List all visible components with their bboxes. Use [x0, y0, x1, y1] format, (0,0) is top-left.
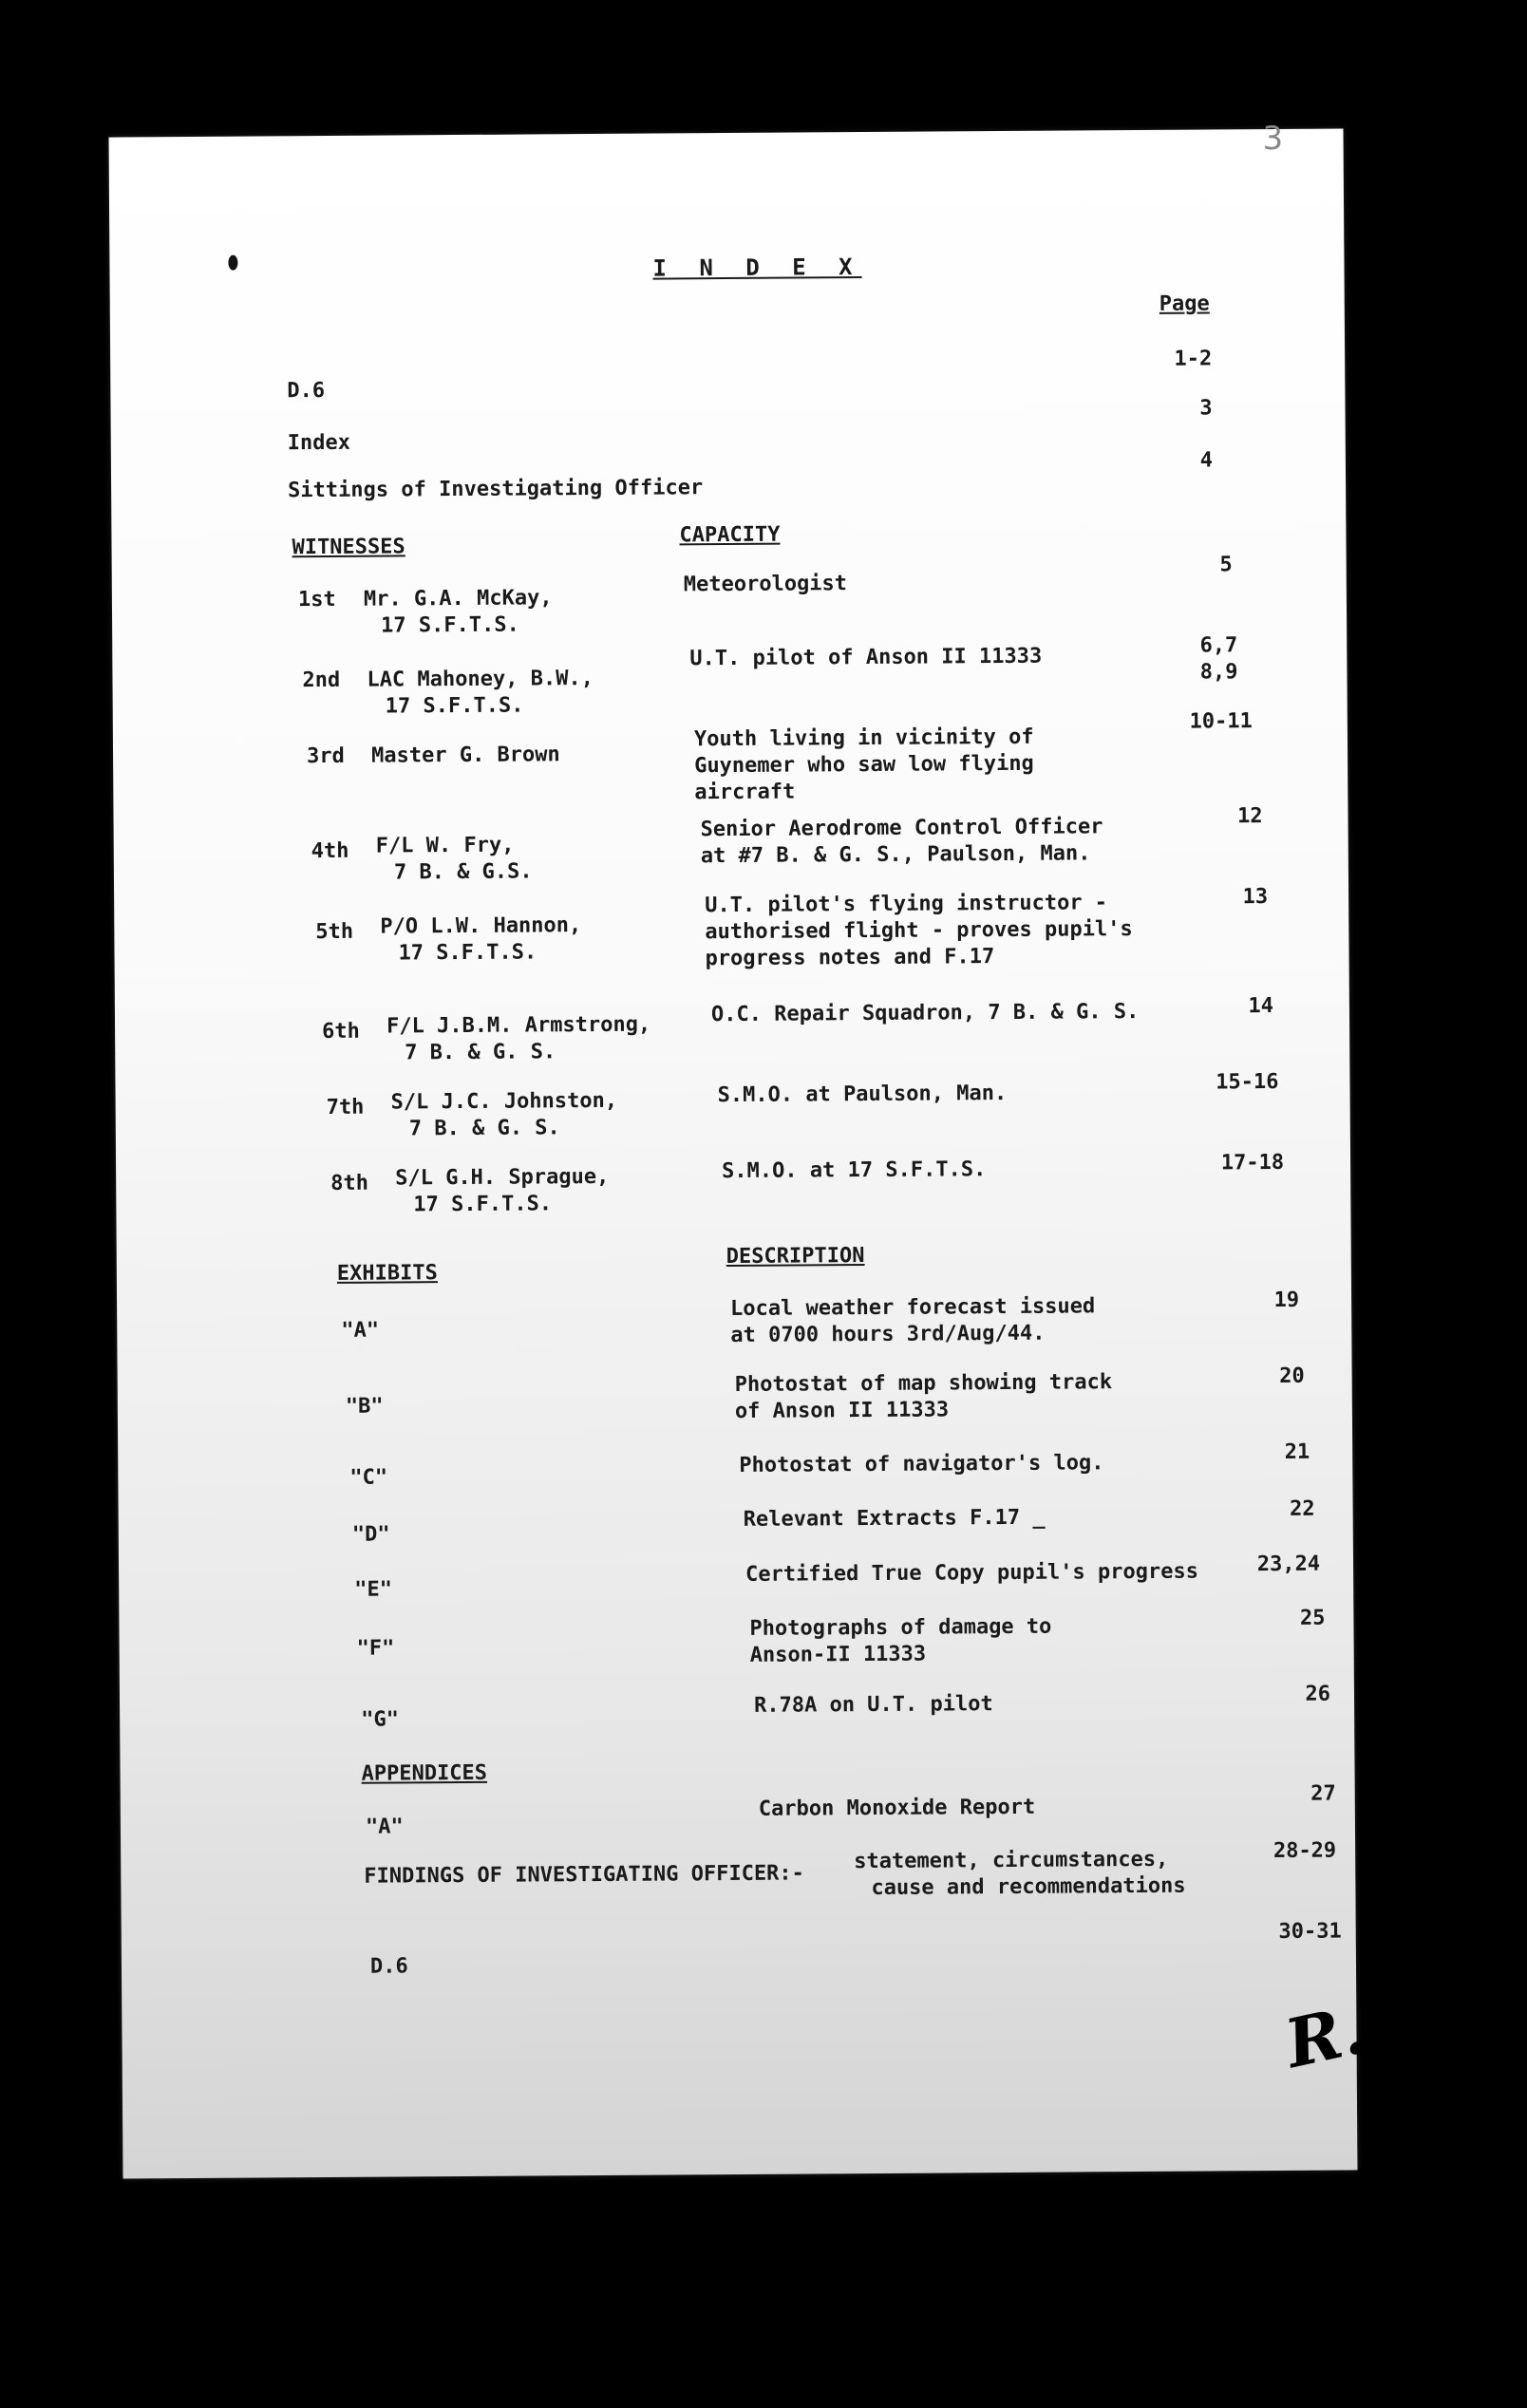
witness-name: LAC Mahoney, B.W.,: [367, 667, 594, 692]
witness-capacity: Senior Aerodrome Control Officer: [700, 815, 1103, 842]
witness-capacity: authorised flight - proves pupil's: [705, 917, 1133, 945]
index-item-page: 3: [1199, 396, 1213, 421]
exhibit-description: Relevant Extracts F.17 _: [743, 1505, 1046, 1532]
witness-page: 5: [1219, 553, 1233, 577]
witness-page: 6,7 8,9: [1199, 633, 1238, 685]
witness-capacity: aircraft: [694, 780, 796, 805]
exhibit-description: Certified True Copy pupil's progress: [745, 1559, 1198, 1587]
witness-page: 10-11: [1189, 709, 1253, 734]
index-item-label: Index: [287, 430, 351, 456]
witness-name: S/L J.C. Johnston,: [390, 1088, 618, 1115]
exhibit-description: Photostat of navigator's log.: [739, 1451, 1104, 1477]
last-item-page: 30-31: [1278, 1919, 1342, 1945]
witness-unit: 17 S.F.T.S.: [381, 612, 519, 638]
witness-unit: 17 S.F.T.S.: [385, 693, 524, 719]
witness-capacity: Guynemer who saw low flying: [694, 751, 1034, 779]
exhibit-page: 23,24: [1256, 1552, 1321, 1577]
witness-capacity: U.T. pilot's flying instructor -: [705, 891, 1108, 918]
exhibit-page: 19: [1273, 1288, 1300, 1313]
witness-page: 13: [1242, 885, 1269, 910]
exhibit-description: Local weather forecast issued: [730, 1294, 1096, 1322]
witness-capacity: O.C. Repair Squadron, 7 B. & G. S.: [710, 1000, 1140, 1027]
findings-label: FINDINGS OF INVESTIGATING OFFICER:-: [364, 1861, 804, 1889]
witness-ordinal: 4th: [311, 838, 349, 864]
exhibit-label: "C": [349, 1465, 388, 1490]
exhibit-label: "E": [354, 1577, 393, 1602]
witness-capacity: progress notes and F.17: [705, 945, 995, 971]
exhibit-page: 22: [1290, 1496, 1315, 1521]
witness-unit: 7 B. & G. S.: [405, 1040, 556, 1065]
exhibit-page: 25: [1299, 1606, 1326, 1630]
exhibit-description: at 0700 hours 3rd/Aug/44.: [730, 1321, 1046, 1348]
witness-ordinal: 2nd: [302, 668, 341, 693]
exhibit-page: 26: [1305, 1682, 1331, 1706]
exhibit-label: "A": [341, 1318, 380, 1343]
capacity-header: CAPACITY: [679, 522, 781, 548]
witness-capacity: S.M.O. at Paulson, Man.: [717, 1081, 1008, 1108]
exhibit-description: Photostat of map showing track: [734, 1370, 1113, 1397]
witness-name: F/L W. Fry,: [375, 833, 515, 858]
ink-mark: [228, 255, 237, 271]
witness-ordinal: 5th: [315, 919, 354, 945]
exhibit-page: 21: [1284, 1439, 1310, 1464]
exhibit-label: "F": [356, 1636, 395, 1661]
exhibits-header: EXHIBITS: [336, 1261, 438, 1286]
handwritten-initials: R.S.: [1278, 1974, 1440, 2084]
findings-description: statement, circumstances,: [854, 1847, 1169, 1874]
witness-ordinal: 3rd: [306, 743, 345, 769]
witness-capacity: Youth living in vicinity of: [693, 724, 1034, 752]
witness-ordinal: 1st: [297, 587, 336, 612]
witness-unit: 7 B. & G. S.: [408, 1116, 560, 1141]
index-item-page: 4: [1199, 448, 1214, 473]
witnesses-header: WITNESSES: [292, 535, 405, 560]
witness-ordinal: 7th: [326, 1095, 365, 1119]
appendix-label: "A": [365, 1815, 404, 1839]
exhibit-description: R.78A on U.T. pilot: [753, 1692, 993, 1718]
exhibit-description: Photographs of damage to: [749, 1614, 1052, 1641]
witness-page: 14: [1248, 994, 1274, 1019]
witness-name: S/L G.H. Sprague,: [395, 1164, 610, 1191]
page-title: I N D E X: [652, 254, 862, 282]
handwritten-page-number: 3: [1262, 119, 1284, 159]
witness-capacity: S.M.O. at 17 S.F.T.S.: [722, 1157, 987, 1184]
witness-name: F/L J.B.M. Armstrong,: [386, 1012, 651, 1039]
appendix-description: Carbon Monoxide Report: [758, 1795, 1036, 1821]
findings-description: cause and recommendations: [871, 1873, 1186, 1901]
witness-capacity: at #7 B. & G. S., Paulson, Man.: [700, 841, 1091, 869]
exhibit-label: "G": [361, 1707, 399, 1732]
appendices-header: APPENDICES: [361, 1760, 488, 1786]
exhibit-description: of Anson II 11333: [734, 1398, 950, 1423]
index-item-page: 1-2: [1174, 347, 1213, 371]
page-column-header: Page: [1159, 292, 1210, 316]
exhibit-label: "D": [351, 1522, 390, 1547]
witness-name: P/O L.W. Hannon,: [380, 913, 582, 939]
exhibit-label: "B": [345, 1394, 384, 1419]
witness-name: Mr. G.A. McKay,: [363, 586, 553, 611]
witness-unit: 17 S.F.T.S.: [398, 940, 537, 966]
witness-ordinal: 6th: [322, 1019, 360, 1044]
document-page: [109, 119, 1440, 2178]
witness-page: 17-18: [1220, 1150, 1285, 1176]
witness-capacity: Meteorologist: [683, 572, 848, 597]
appendix-page: 27: [1310, 1781, 1336, 1806]
witness-ordinal: 8th: [330, 1171, 369, 1195]
index-item-label: D.6: [287, 378, 326, 404]
findings-page: 28-29: [1272, 1838, 1337, 1864]
witness-page: 15-16: [1216, 1069, 1279, 1095]
witness-unit: 7 B. & G.S.: [393, 859, 533, 885]
description-header: DESCRIPTION: [726, 1244, 865, 1270]
exhibit-page: 20: [1279, 1364, 1305, 1388]
witness-capacity: U.T. pilot of Anson II 11333: [689, 644, 1043, 671]
witness-name: Master G. Brown: [370, 743, 560, 768]
witness-page: 12: [1236, 804, 1263, 829]
witness-unit: 17 S.F.T.S.: [413, 1192, 553, 1217]
last-item-label: D.6: [369, 1954, 408, 1979]
exhibit-description: Anson-II 11333: [749, 1642, 927, 1667]
index-item-label: Sittings of Investigating Officer: [288, 476, 704, 503]
